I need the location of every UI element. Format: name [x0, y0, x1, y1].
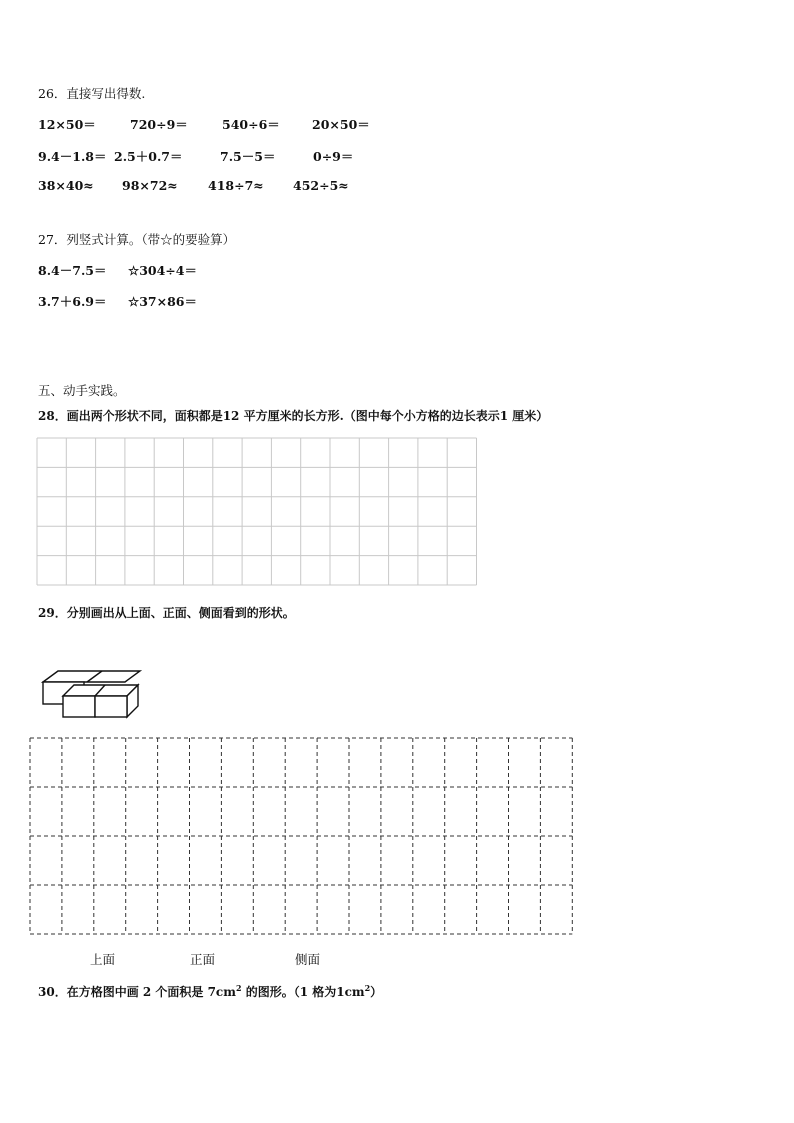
label-side-view: 侧面 — [295, 952, 321, 967]
q26-r3-c2: 98×72≈ — [122, 178, 178, 193]
q26-r3-c1: 38×40≈ — [38, 178, 94, 193]
q29-title: 29．分别画出从上面、正面、侧面看到的形状。 — [38, 606, 295, 620]
q27-title: 27．列竖式计算。（带☆的要验算） — [38, 232, 236, 247]
q28-square-grid — [36, 437, 480, 587]
q29-dashed-grid — [29, 737, 575, 937]
q26-r1-c2: 720÷9＝ — [130, 117, 188, 132]
q26-r2-c1: 9.4－1.8＝ — [38, 149, 107, 164]
q26-r1-c3: 540÷6＝ — [222, 117, 280, 132]
q28-title: 28．画出两个形状不同，面积都是12 平方厘米的长方形.（图中每个小方格的边长表示1 厘米） — [38, 409, 549, 423]
q30-title-mid: 的图形。（1 格为1cm — [241, 985, 365, 999]
q26-r3-c4: 452÷5≈ — [293, 178, 349, 193]
label-top-view: 上面 — [90, 952, 116, 967]
q27-r1-c2: ☆304÷4＝ — [128, 263, 197, 278]
q27-r2-c2: ☆37×86＝ — [128, 294, 197, 309]
q26-title: 26．直接写出得数. — [38, 86, 146, 101]
q30-sup2: 2 — [364, 983, 371, 993]
q26-r1-c1: 12×50＝ — [38, 117, 96, 132]
q26-r2-c4: 0÷9＝ — [313, 149, 354, 164]
q26-r1-c4: 20×50＝ — [312, 117, 370, 132]
q26-r2-c2: 2.5＋0.7＝ — [114, 149, 183, 164]
section5-title: 五、动手实践。 — [38, 383, 126, 398]
label-front-view: 正面 — [190, 952, 216, 967]
q30-sup1: 2 — [235, 983, 242, 993]
cube-figure — [38, 664, 148, 720]
q26-r2-c3: 7.5－5＝ — [220, 149, 276, 164]
q26-r3-c3: 418÷7≈ — [208, 178, 264, 193]
q30-title-pre: 30．在方格图中画 2 个面积是 7cm — [38, 985, 236, 999]
q27-r1-c1: 8.4－7.5＝ — [38, 263, 107, 278]
q30-title-post: ） — [370, 985, 383, 999]
q30-title — [38, 983, 382, 1000]
q27-r2-c1: 3.7＋6.9＝ — [38, 294, 107, 309]
